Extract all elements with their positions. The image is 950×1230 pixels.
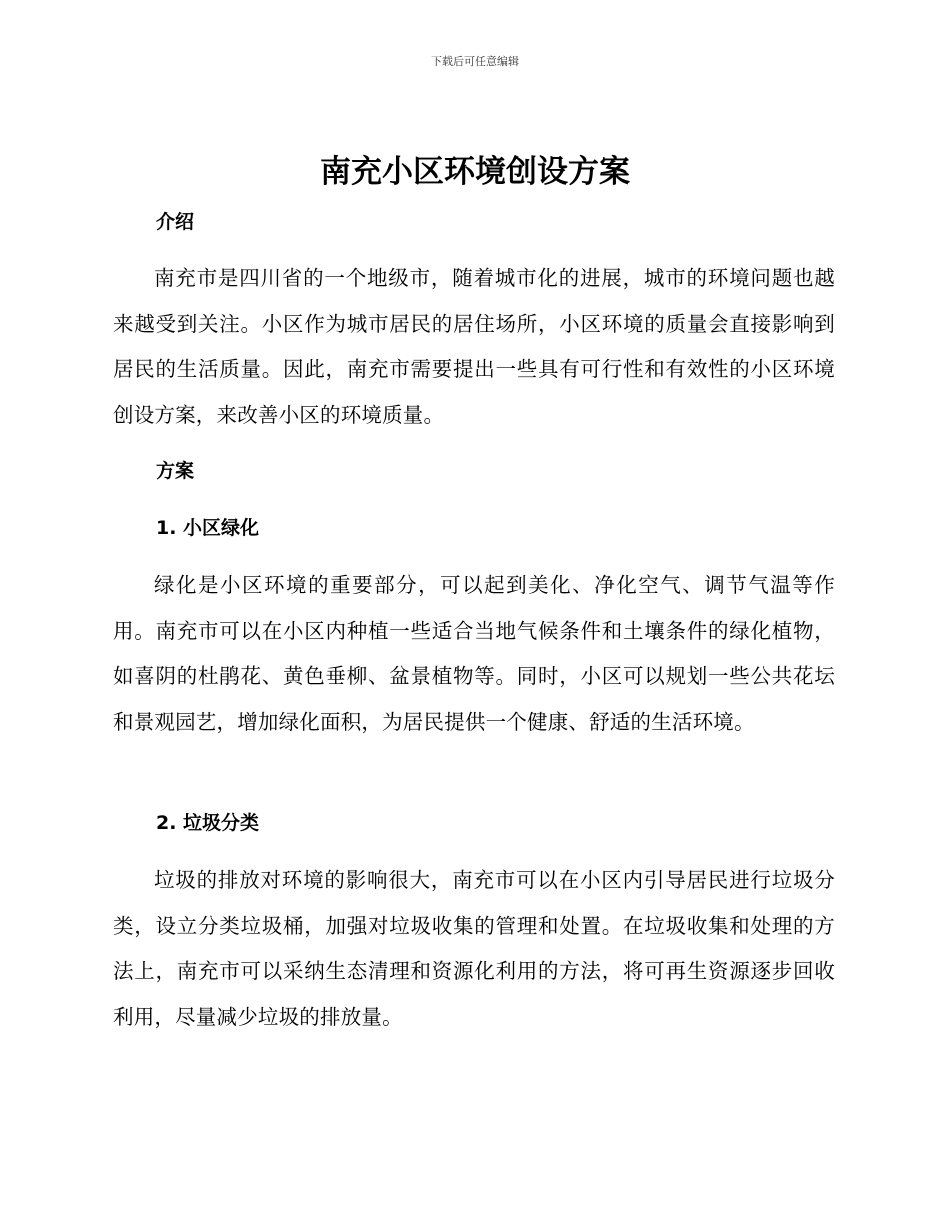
section-paragraph-greening: 绿化是小区环境的重要部分，可以起到美化、净化空气、调节气温等作用。南充市可以在小区内种植一些适合当地气候条件和土壤条件的绿化植物，如喜阴的杜鹃花、黄色垂柳、盆景植物等。同时，小区可以规划一些公共花坛和景观园艺，增加绿化面积，为居民提供一个健康、舒适的生活环境。 [113, 573, 835, 734]
section-paragraph-garbage-sorting: 垃圾的排放对环境的影响很大，南充市可以在小区内引导居民进行垃圾分类，设立分类垃圾桶，加强对垃圾收集的管理和处置。在垃圾收集和处理的方法上，南充市可以采纳生态清理和资源化利用的方法，将可再生资源逐步回收利用，尽量减少垃圾的排放量。 [113, 868, 835, 1029]
document-title: 南充小区环境创设方案 [320, 154, 630, 190]
section-heading-introduction: 介绍 [156, 211, 195, 233]
section-heading-plan: 方案 [156, 460, 195, 482]
page-header-note: 下载后可任意编辑 [431, 55, 519, 68]
section-heading-garbage-sorting: 2. 垃圾分类 [156, 812, 260, 834]
section-heading-greening: 1. 小区绿化 [156, 517, 260, 539]
section-paragraph-introduction: 南充市是四川省的一个地级市，随着城市化的进展，城市的环境问题也越来越受到关注。小区作为城市居民的居住场所，小区环境的质量会直接影响到居民的生活质量。因此，南充市需要提出一些具有可行性和有效性的小区环境创设方案，来改善小区的环境质量。 [113, 266, 835, 427]
